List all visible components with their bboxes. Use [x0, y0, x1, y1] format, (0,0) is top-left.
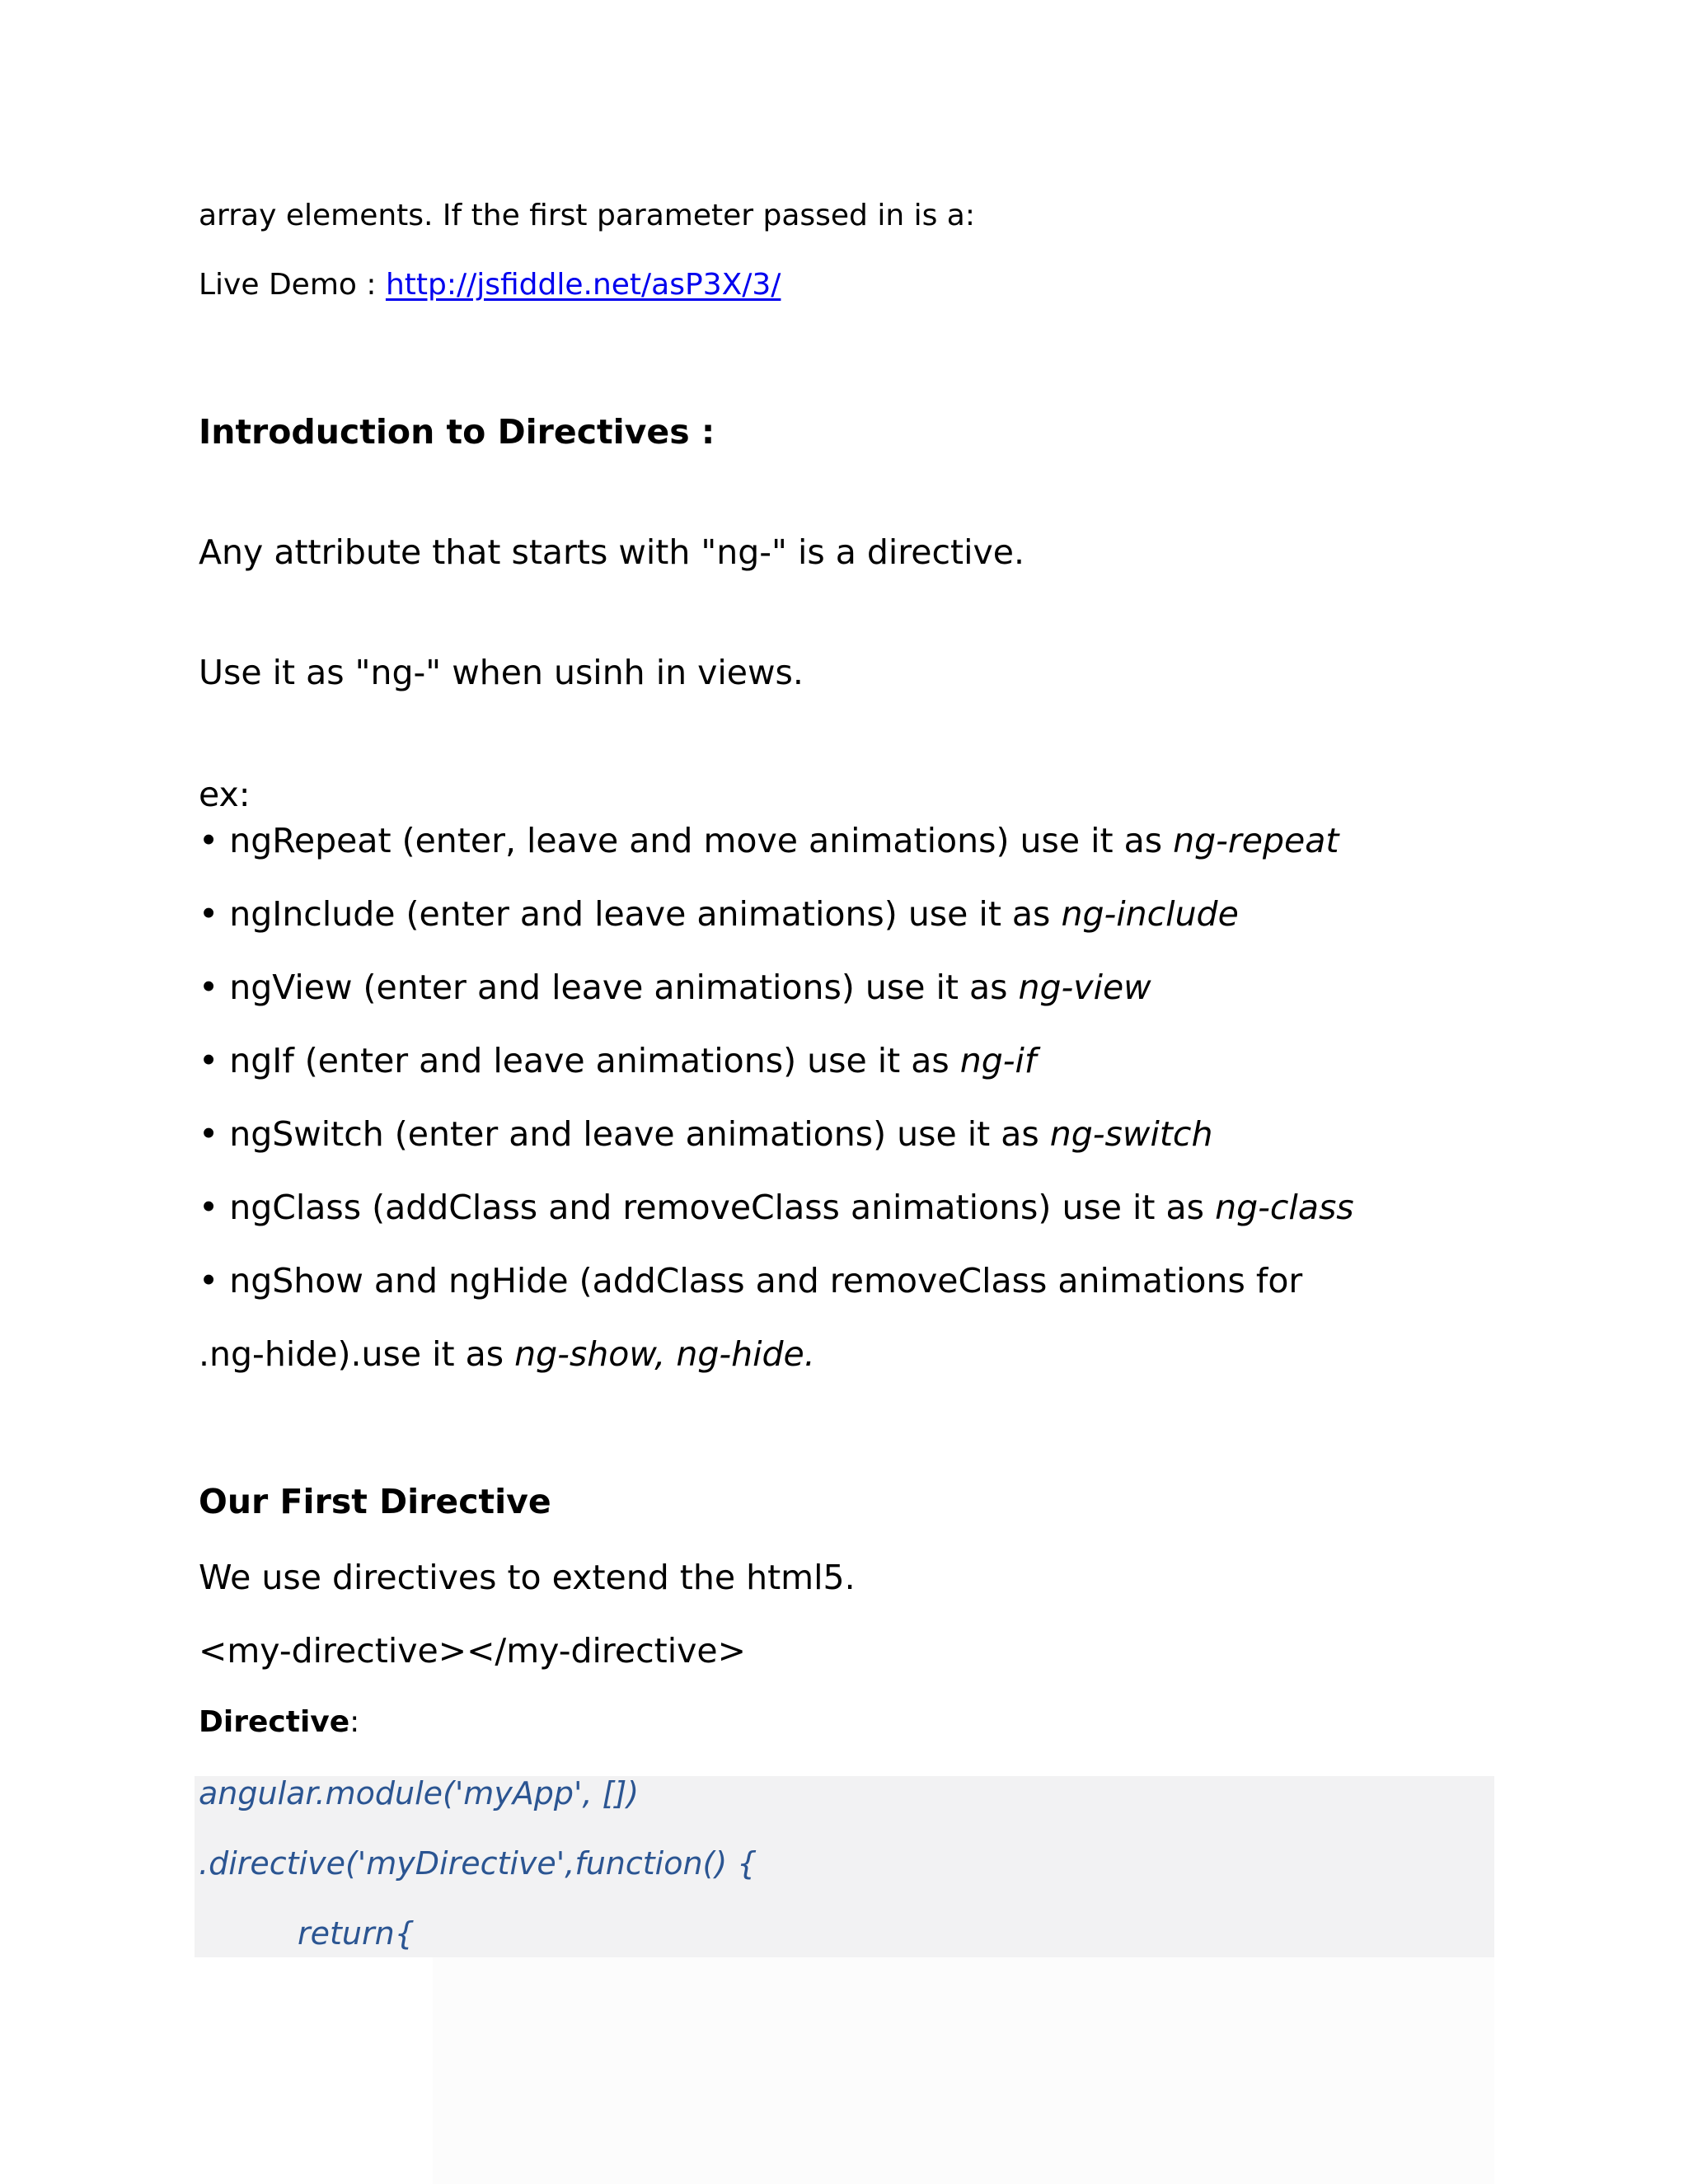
- list-item-text: • ngInclude (enter and leave animations) use it as: [199, 894, 1062, 934]
- live-demo-link[interactable]: http://jsfiddle.net/asP3X/3/: [385, 268, 781, 302]
- code-block-continuation-shade: [433, 1957, 1494, 2184]
- intro-text: array elements. If the first parameter passed in is a:: [199, 199, 975, 232]
- list-item-text: • ngIf (enter and leave animations) use it as: [199, 1041, 960, 1080]
- list-item-usage: ng-show, ng-hide.: [514, 1334, 815, 1374]
- list-item-usage: ng-include: [1061, 894, 1239, 934]
- list-item: [199, 968, 1151, 1007]
- list-item-text: .ng-hide).use it as: [199, 1334, 515, 1374]
- list-item-text: • ngRepeat (enter, leave and move animations) use it as: [199, 821, 1174, 860]
- custom-element-example: <my-directive></my-directive>: [199, 1631, 746, 1671]
- list-item: [199, 821, 1339, 860]
- list-item: [199, 894, 1239, 934]
- list-item-usage: ng-if: [959, 1041, 1037, 1080]
- list-item-text: • ngView (enter and leave animations) use it as: [199, 968, 1019, 1007]
- code-line: angular.module('myApp', []): [199, 1775, 640, 1811]
- list-item: [199, 1114, 1213, 1154]
- list-item-usage: ng-view: [1018, 968, 1151, 1007]
- directive-usage-text: Use it as "ng-" when usinh in views.: [199, 653, 804, 692]
- directive-definition-text: Any attribute that starts with "ng-" is a directive.: [199, 532, 1025, 572]
- list-item: [199, 1261, 1303, 1301]
- live-demo-line: [199, 270, 781, 300]
- list-item-usage: ng-repeat: [1173, 821, 1339, 860]
- code-line: .directive('myDirective',function() {: [199, 1845, 757, 1882]
- directive-label-colon: :: [349, 1705, 360, 1739]
- directive-purpose-text: We use directives to extend the html5.: [199, 1558, 856, 1597]
- list-item-usage: ng-class: [1215, 1188, 1354, 1227]
- list-item: [199, 1188, 1354, 1227]
- list-item-text: • ngSwitch (enter and leave animations) use it as: [199, 1114, 1050, 1154]
- list-item-usage: ng-switch: [1049, 1114, 1213, 1154]
- list-item-text: • ngShow and ngHide (addClass and removeClass animations for: [199, 1261, 1303, 1301]
- directive-label: Directive: [199, 1705, 350, 1739]
- section-heading-directives: Introduction to Directives :: [199, 412, 715, 452]
- list-item: [199, 1041, 1037, 1080]
- section-heading-first-directive: Our First Directive: [199, 1482, 551, 1521]
- code-block: [195, 1776, 1494, 1957]
- list-item-continuation: [199, 1334, 815, 1374]
- directive-label-line: [199, 1705, 360, 1739]
- example-label: ex:: [199, 775, 251, 814]
- code-line: return{: [298, 1915, 415, 1952]
- live-demo-label: Live Demo :: [199, 268, 386, 302]
- list-item-text: • ngClass (addClass and removeClass animations) use it as: [199, 1188, 1216, 1227]
